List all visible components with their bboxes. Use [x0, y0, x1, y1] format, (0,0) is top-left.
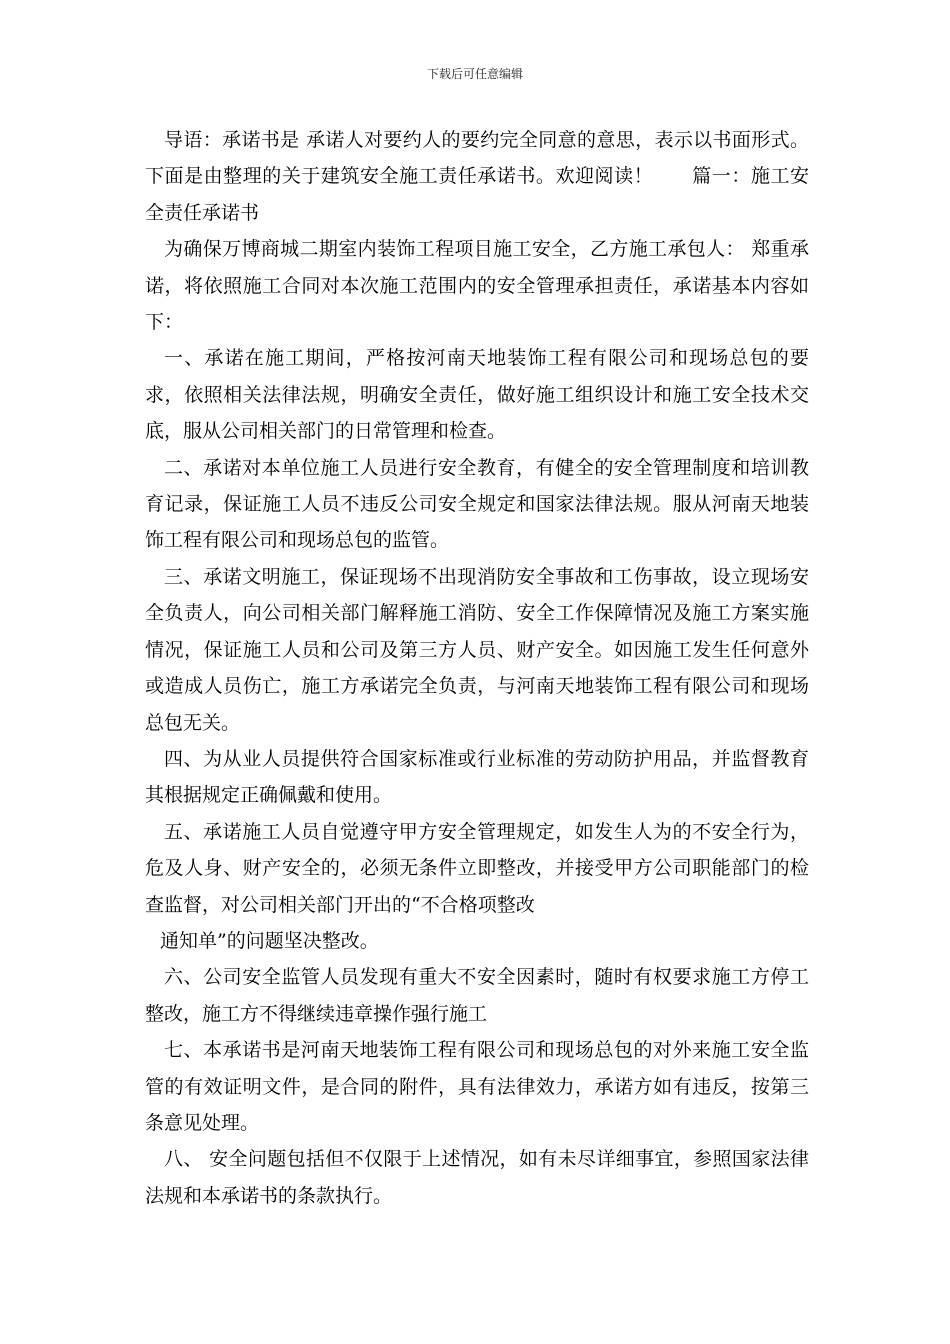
paragraph-clause-5: 五、承诺施工人员自觉遵守甲方安全管理规定，如发生人为的不安全行为，危及人身、财产安全的，必须无条件立即整改，并接受甲方公司职能部门的检查监督，对公司相关部门开出的“不合格项整改	[145, 820, 809, 916]
paragraph-preamble: 为确保万博商城二期室内装饰工程项目施工安全，乙方施工承包人： 郑重承诺，将依照施工合同对本次施工范围内的安全管理承担责任，承诺基本内容如下：	[145, 238, 809, 334]
intro-paragraph: 导语：承诺书是 承诺人对要约人的要约完全同意的意思，表示以书面形式。下面是由整理的关于建筑安全施工责任承诺书。欢迎阅读！ 篇一：施工安全责任承诺书	[145, 129, 809, 224]
paragraph-clause-4: 四、为从业人员提供符合国家标准或行业标准的劳动防护用品，并监督教育其根据规定正确佩戴和使用。	[145, 747, 809, 807]
paragraph-clause-7: 七、本承诺书是河南天地装饰工程有限公司和现场总包的对外来施工安全监管的有效证明文件，是合同的附件，具有法律效力，承诺方如有违反，按第三条意见处理。	[145, 1039, 809, 1134]
paragraph-clause-3: 三、承诺文明施工，保证现场不出现消防安全事故和工伤事故，设立现场安全负责人，向公司相关部门解释施工消防、安全工作保障情况及施工方案实施情况，保证施工人员和公司及第三方人员、财产安全。如因施工发生任何意外或造成人员伤亡，施工方承诺完全负责，与河南天地装饰工程有限公司和现场总包无关。	[145, 565, 809, 734]
paragraph-clause-1: 一、承诺在施工期间，严格按河南天地装饰工程有限公司和现场总包的要求，依照相关法律法规，明确安全责任，做好施工组织设计和施工安全技术交底，服从公司相关部门的日常管理和检查。	[145, 347, 809, 443]
page-header: 下载后可任意编辑	[426, 67, 523, 81]
paragraph-clause-5-continued: 通知单”的问题坚决整改。	[160, 929, 379, 952]
paragraph-clause-6: 六、公司安全监管人员发现有重大不安全因素时，随时有权要求施工方停工整改，施工方不得继续违章操作强行施工	[145, 966, 809, 1025]
paragraph-clause-8: 八、 安全问题包括但不仅限于上述情况，如有未尽详细事宜，参照国家法律法规和本承诺书的条款执行。	[145, 1148, 809, 1207]
document-body	[145, 122, 809, 1214]
paragraph-clause-2: 二、承诺对本单位施工人员进行安全教育，有健全的安全管理制度和培训教育记录，保证施工人员不违反公司安全规定和国家法律法规。服从河南天地装饰工程有限公司和现场总包的监管。	[145, 456, 809, 552]
